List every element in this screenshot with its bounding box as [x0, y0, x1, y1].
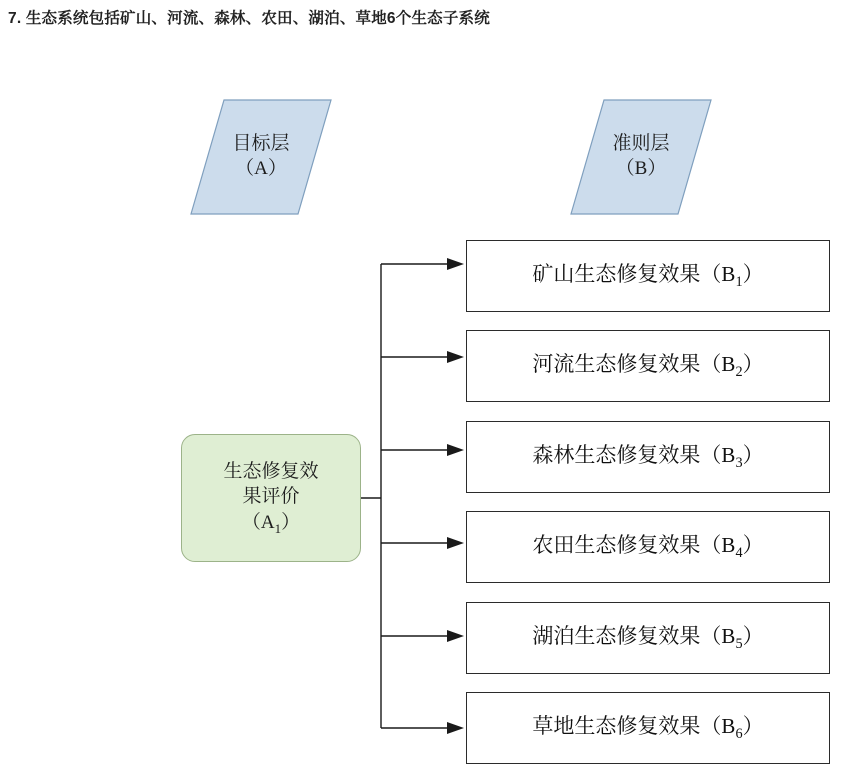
goal-node-code: $(A_1)$ — [241, 512, 301, 536]
goal-node-line2: 果评价 — [242, 486, 300, 508]
connector-branches — [381, 264, 448, 728]
criteria-box-5-subscript: 5 — [735, 636, 743, 653]
criteria-box-1-label-end: ） — [742, 262, 764, 287]
criteria-box-1-label: 矿山生态修复效果（B — [532, 262, 736, 287]
goal-node-line1: 生态修复效 — [223, 460, 319, 482]
criteria-box-2-label-end: ） — [742, 352, 764, 377]
goal-node — [181, 434, 361, 562]
criteria-box-6-label-end: ） — [742, 714, 764, 739]
criteria-box-4 — [466, 511, 830, 583]
criteria-box-4-label-end: ） — [742, 533, 764, 558]
criteria-layer-label-line2: （B） — [615, 158, 667, 179]
criteria-box-6-label: 草地生态修复效果（B — [532, 714, 736, 739]
criteria-box-1-subscript: 1 — [735, 274, 743, 291]
criteria-box-5-label-end: ） — [742, 624, 764, 649]
criteria-box-5 — [466, 602, 830, 674]
criteria-box-3 — [466, 421, 830, 493]
criteria-box-4-subscript: 4 — [735, 545, 743, 562]
connector-arrowheads — [447, 258, 464, 734]
goal-node-subscript: 1 — [274, 520, 282, 536]
criteria-box-6 — [466, 692, 830, 764]
goal-layer-label — [191, 100, 331, 214]
criteria-box-2-subscript: 2 — [735, 364, 743, 381]
criteria-layer-label — [571, 100, 711, 214]
criteria-box-3-label-end: ） — [742, 443, 764, 468]
criteria-box-1 — [466, 240, 830, 312]
criteria-box-3-label: 森林生态修复效果（B — [532, 443, 736, 468]
goal-layer-label-line1: 目标层 — [232, 133, 290, 155]
criteria-box-5-label: 湖泊生态修复效果（B — [532, 624, 736, 649]
criteria-box-4-label: 农田生态修复效果（B — [532, 533, 736, 558]
goal-layer-label-line2: （A） — [235, 158, 287, 179]
criteria-box-2 — [466, 330, 830, 402]
criteria-box-6-subscript: 6 — [735, 726, 743, 743]
page-title: 7. 生态系统包括矿山、河流、森林、农田、湖泊、草地6个生态子系统 — [8, 10, 490, 27]
criteria-box-3-subscript: 3 — [735, 455, 743, 472]
criteria-box-2-label: 河流生态修复效果（B — [532, 352, 736, 377]
criteria-layer-label-line1: 准则层 — [612, 133, 670, 155]
